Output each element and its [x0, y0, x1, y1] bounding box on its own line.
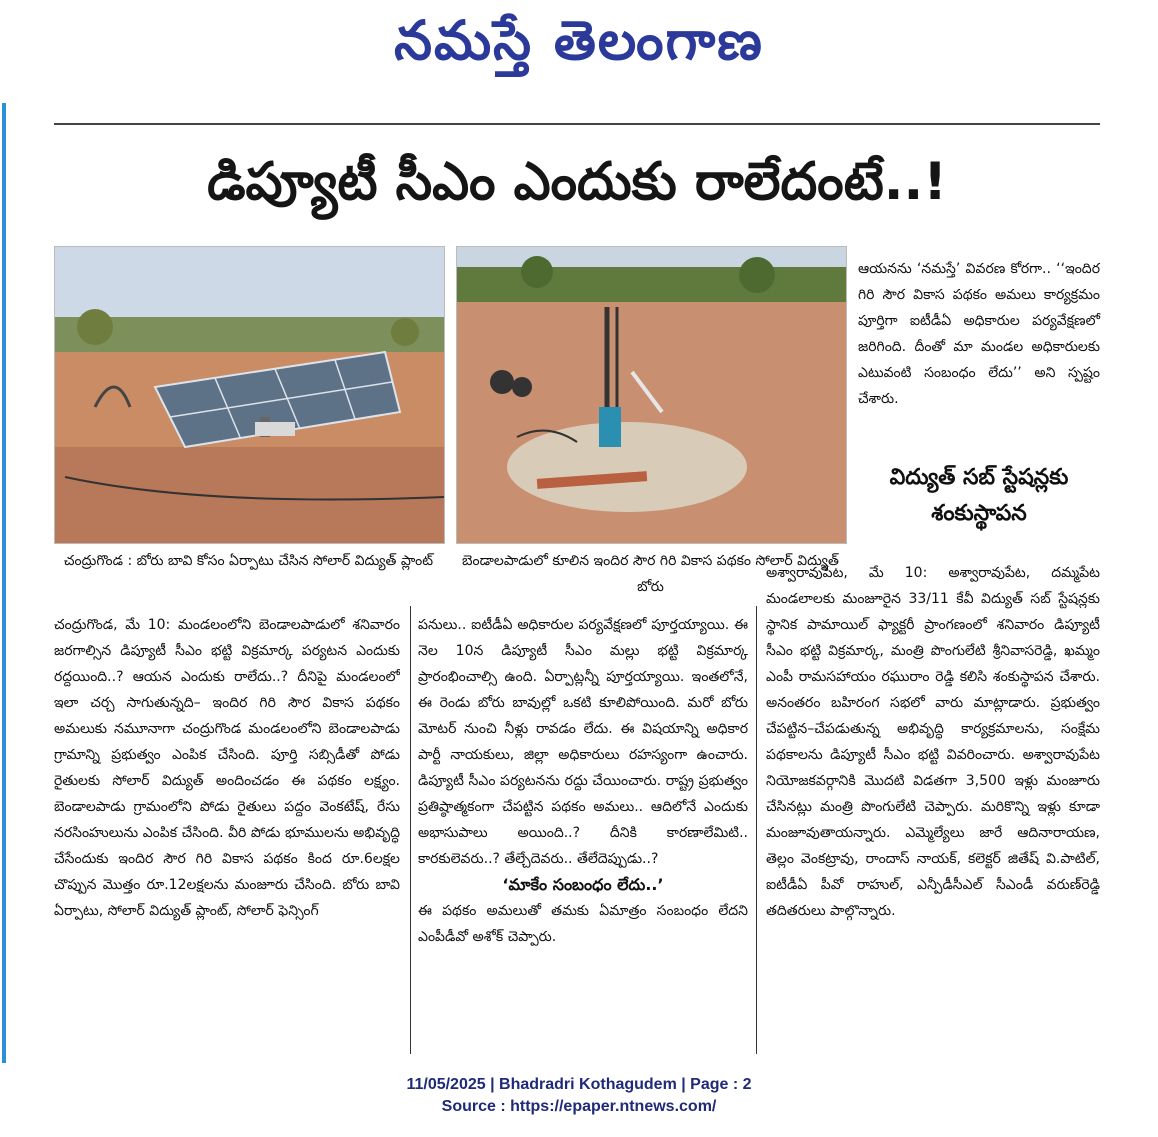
solar-plant-photo — [54, 246, 445, 544]
cropped-text-strip — [54, 94, 654, 112]
bore-well-photo — [456, 246, 847, 544]
footer-date-line: 11/05/2025 | Bhadradri Kothagudem | Page : 2 — [406, 1076, 752, 1093]
right-top-paragraph: ఆయనను ‘నమస్తే’ వివరణ కోరగా.. ‘‘ఇందిర గిరి సౌర వికాస పథకం అమలు కార్యక్రమం పూర్తిగా ఐటీడీఏ అధికారుల పర్యవేక్షణలో జరిగింది. దీంతో మా మండల అధికారులకు ఎటువంటి సంబంధం లేదు’’ అని స్పష్టం చేశారు. — [858, 261, 1100, 407]
headline: డిప్యూటీ సీఎం ఎందుకు రాలేదంటే..! — [207, 152, 947, 212]
photo-left-caption: చంద్రుగొండ : బోరు బావి కోసం ఏర్పాటు చేసిన సోలార్ విద్యుత్ ప్లాంట్ — [63, 553, 434, 569]
column-2-paragraph-2: ఈ పథకం అమలుతో తమకు ఏమాత్రం సంబంధం లేదని ఎంపీడీవో అశోక్ చెప్పారు. — [418, 903, 748, 945]
article-column-3: అశ్వారావుపేట, మే 10: అశ్వారావుపేట, దమ్మపేట మండలాలకు మంజూరైన 33/11 కేవీ విద్యుత్ సబ్ స్టేషన్లకు స్థానిక పామాయిల్ ఫ్యాక్టరీ ప్రాంగణంలో శనివారం డిప్యూటీ సీఎం భట్టి విక్రమార్క, మంత్రి పొంగులేటి శ్రీనివాసరెడ్డి, ఖమ్మం ఎంపీ రామసహాయం రఘురాం రెడ్డి కలిసి శంకుస్థాపన చేశారు. అనంతరం బహిరంగ సభలో వారు మాట్లాడారు. ప్రభుత్వం చేపట్టిన–చేపడుతున్న అభివృద్ధి కార్యక్రమాలను, సంక్షేమ పథకాలను డిప్యూటీ సీఎం భట్టి వివరించారు. అశ్వారావుపేట నియోజకవర్గానికి మొదటి విడతగా 3,500 ఇళ్లు మంజూరు చేసినట్లు మంత్రి పొంగులేటి చెప్పారు. మరికొన్ని ఇళ్లు కూడా మంజూవుతాయన్నారు. ఎమ్మెల్యేలు జారే ఆదినారాయణ, తెల్లం వెంకట్రావు, రాందాస్ నాయక్, కలెక్టర్ జితేష్ వి.పాటిల్, ఐటీడీఏ పీవో రాహుల్, ఎన్పీడీసీఎల్ సీఎండీ వరుణ్‌రెడ్డి తదితరులు పాల్గొన్నారు. — [766, 565, 1100, 919]
column-divider-1 — [410, 606, 411, 1054]
article-column-2 — [418, 612, 748, 1058]
masthead-logo: నమస్తే తెలంగాణ — [394, 8, 764, 72]
top-divider — [54, 123, 1100, 125]
footer-source-line: Source : https://epaper.ntnews.com/ — [441, 1098, 717, 1115]
left-accent-bar — [2, 103, 6, 1063]
sub-headline: విద్యుత్ సబ్ స్టేషన్లకు శంకుస్థాపన — [889, 465, 1069, 526]
column-2-paragraph: పనులు.. ఐటీడీఏ అధికారుల పర్యవేక్షణలో పూర్తయ్యాయి. ఈ నెల 10న డిప్యూటీ సీఎం మల్లు భట్టి విక్రమార్క ప్రారంభించాల్సి ఉంది. ఏర్పాట్లన్నీ పూర్తయ్యాయి. ఇంతలోనే, ఈ రెండు బోరు బావుల్లో ఒకటి కూలిపోయింది. మరో బోరు మోటర్ నుంచి నీళ్లు రావడం లేదు. ఈ విషయాన్ని అధికార పార్టీ నాయకులు, జిల్లా అధికారులు రహస్యంగా ఉంచారు. డిప్యూటీ సీఎం పర్యటనను రద్దు చేయించారు. రాష్ట్ర ప్రభుత్వం ప్రతిష్ఠాత్మకంగా చేపట్టిన పథకం అమలు.. ఆదిలోనే ఎందుకు అభాసుపాలు అయింది..? దీనికి కారణాలేమిటి.. కారకులెవరు..? తేల్చేదెవరు.. తేలేదెప్పుడు..? — [418, 617, 748, 867]
photo-right-caption: బెండాలపాడులో కూలిన ఇందిర సౌర గిరి వికాస పథకం సోలార్ విద్యుత్ బోరు — [462, 553, 839, 595]
article-column-1: చంద్రుగొండ, మే 10: మండలంలోని బెండాలపాడులో శనివారం జరగాల్సిన డిప్యూటీ సీఎం భట్టి విక్రమార్క పర్యటన ఎందుకు రద్దయింది..? ఆయన ఎందుకు రాలేదు..? దీనిపై మండలంలో ఇలా చర్చ సాగుతున్నది– ఇందిర గిరి సౌర వికాస పథకం అమలుకు నమూనాగా చంద్రుగొండ మండలంలోని బెండాలపాడు గ్రామాన్ని ప్రభుత్వం ఎంపిక చేసింది. పూర్తి సబ్సిడీతో పోడు రైతులకు సోలార్ విద్యుత్ అందించడం ఈ పథకం లక్ష్యం. బెండాలపాడు గ్రామంలోని పోడు రైతులు పద్దం వెంకటేష్, రేసు నరసింహులును ఎంపిక చేసింది. వీరి పోడు భూములను అభివృద్ధి చేసేందుకు ఇందిర సౌర గిరి వికాస పథకం కింద రూ.6లక్షల చొప్పున మొత్తం రూ.12లక్షలను మంజూరు చేసింది. బోరు బావి ఏర్పాటు, సోలార్ విద్యుత్ ప్లాంట్, సోలార్ ఫెన్సింగ్ — [54, 617, 400, 919]
column-2-subheading: ‘మాకేం సంబంధం లేదు..’ — [502, 875, 664, 894]
column-divider-2 — [756, 606, 757, 1054]
page-footer — [0, 1074, 1158, 1118]
